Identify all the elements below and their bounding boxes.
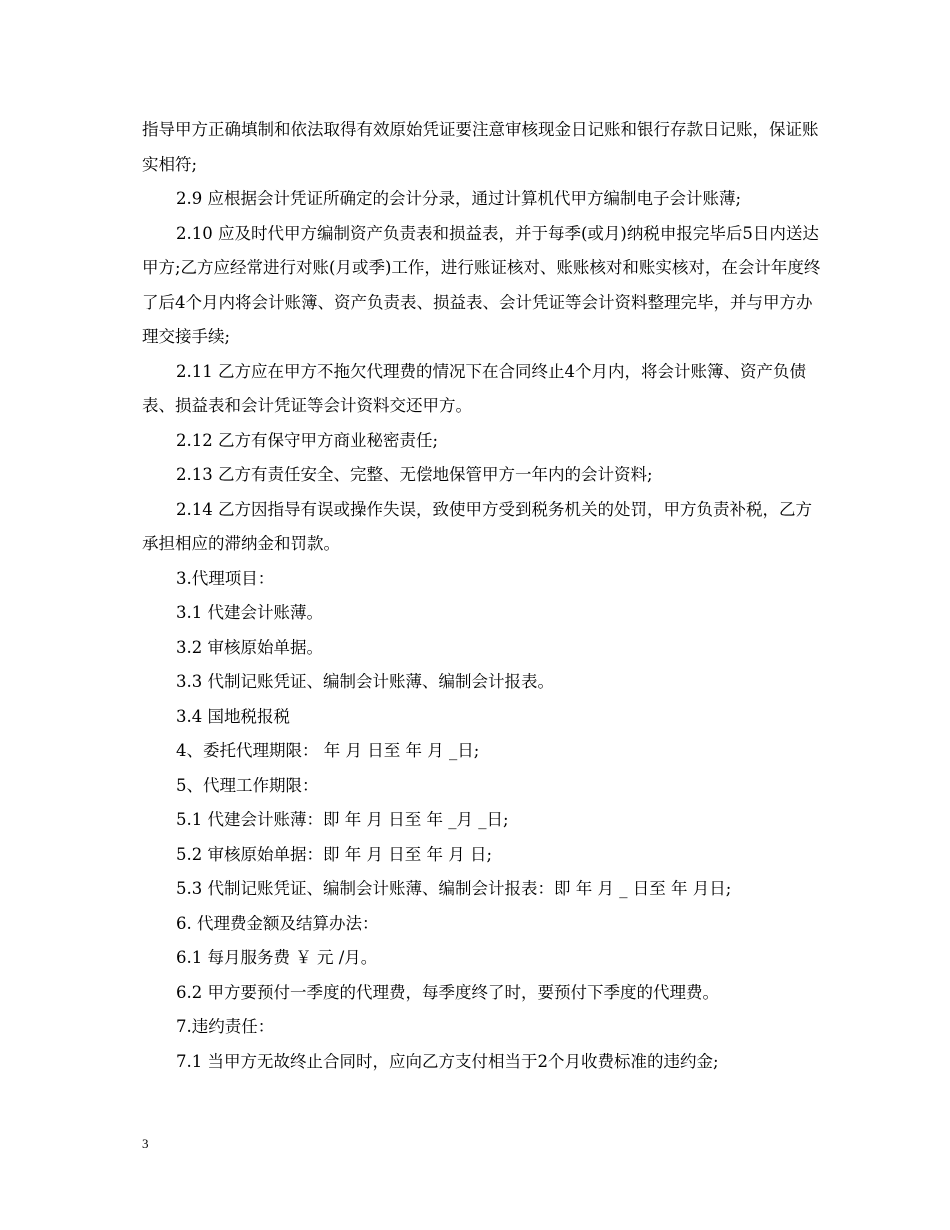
paragraph: 5.3 代制记账凭证、编制会计账薄、编制会计报表：即 年 月 _ 日至 年 月日; bbox=[176, 879, 732, 898]
paragraph: 2.10 应及时代甲方编制资产负责表和损益表，并于每季(或月)纳税申报完毕后5日内送达甲方;乙方应经常进行对账(月或季)工作，进行账证核对、账账核对和账实核对，在会计年度终了后4个月内将会计账簿、资产负责表、损益表、会计凭证等会计资料整理完毕，并与甲方办理交接手续; bbox=[142, 223, 821, 346]
paragraph: 2.13 乙方有责任安全、完整、无偿地保管甲方一年内的会计资料; bbox=[176, 465, 653, 484]
paragraph: 指导甲方正确填制和依法取得有效原始凭证要注意审核现金日记账和银行存款日记账，保证账实相符; bbox=[142, 120, 819, 174]
paragraph: 3.3 代制记账凭证、编制会计账薄、编制会计报表。 bbox=[176, 672, 554, 691]
paragraph: 6.2 甲方要预付一季度的代理费，每季度终了时，要预付下季度的代理费。 bbox=[176, 982, 719, 1002]
paragraph: 2.9 应根据会计凭证所确定的会计分录，通过计算机代甲方编制电子会计账薄; bbox=[176, 189, 742, 208]
paragraph: 2.11 乙方应在甲方不拖欠代理费的情况下在合同终止4个月内，将会计账簿、资产负债表、损益表和会计凭证等会计资料交还甲方。 bbox=[142, 361, 806, 415]
page-number: 3 bbox=[142, 1136, 149, 1151]
paragraph: 2.12 乙方有保守甲方商业秘密责任; bbox=[176, 430, 439, 450]
section-heading: 7.违约责任： bbox=[176, 1017, 275, 1036]
paragraph: 5.2 审核原始单据：即 年 月 日至 年 月 日; bbox=[176, 844, 493, 864]
paragraph: 6.1 每月服务费 ￥ 元 /月。 bbox=[176, 948, 378, 967]
section-heading: 3.代理项目： bbox=[176, 568, 275, 588]
section-heading: 4、委托代理期限： 年 月 日至 年 月 _日; bbox=[176, 741, 480, 760]
paragraph: 3.4 国地税报税 bbox=[176, 706, 290, 726]
section-heading: 5、代理工作期限： bbox=[176, 775, 319, 795]
paragraph: 2.14 乙方因指导有误或操作失误，致使甲方受到税务机关的处罚，甲方负责补税，乙方承担相应的滞纳金和罚款。 bbox=[142, 499, 812, 553]
paragraph: 7.1 当甲方无故终止合同时，应向乙方支付相当于2个月收费标准的违约金; bbox=[176, 1051, 719, 1071]
paragraph: 3.1 代建会计账薄。 bbox=[176, 603, 323, 622]
paragraph: 3.2 审核原始单据。 bbox=[176, 637, 323, 657]
paragraph: 5.1 代建会计账薄：即 年 月 日至 年 _月 _日; bbox=[176, 810, 509, 829]
document-body bbox=[142, 113, 822, 1079]
section-heading: 6. 代理费金额及结算办法： bbox=[176, 913, 379, 933]
